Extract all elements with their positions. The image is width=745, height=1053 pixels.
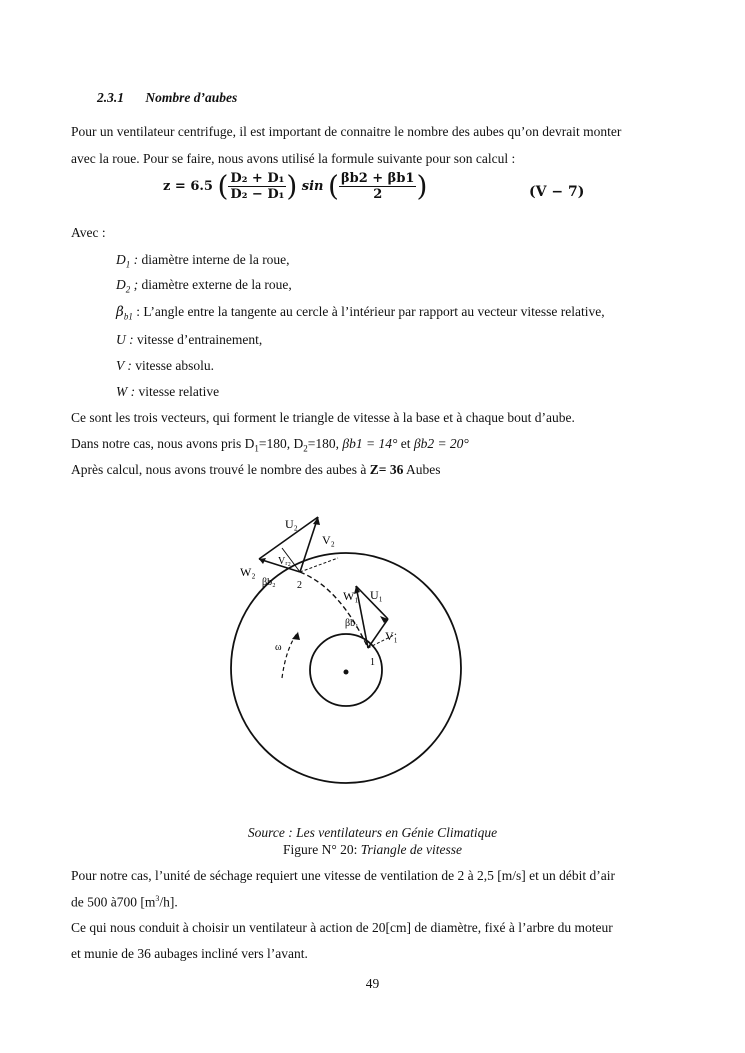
page-number: 49 xyxy=(365,976,380,991)
conclusion-line-3: Ce qui nous conduit à choisir un ventilateur à action de 20[cm] de diamètre, fixé à l’arbre du moteur xyxy=(71,920,613,935)
label-point-2: 2 xyxy=(297,580,302,591)
formula-fraction-beta xyxy=(339,171,416,202)
label-v1: V₁ xyxy=(385,629,398,643)
definition-d2: $D_2$ ; diamètre externe de la roue, xyxy=(116,277,292,295)
fraction-beta-denominator: 2 xyxy=(373,187,383,202)
section-title: Nombre d’aubes xyxy=(145,90,238,105)
label-vr2: Vᵣ₂ xyxy=(278,556,292,567)
formula-fraction-d xyxy=(228,171,286,202)
definition-d1: $D_1$ : diamètre interne de la roue, xyxy=(116,252,290,270)
intro-line-2: avec la roue. Pour se faire, nous avons utilisé la formule suivante pour son calcul : xyxy=(71,151,516,166)
definition-beta-b1: $\beta_{b1}$ : L’angle entre la tangente au cercle à l’intérieur par rapport au vecteur vitesse relative, xyxy=(116,304,605,322)
definition-v: V : vitesse absolu. xyxy=(116,358,215,373)
beta-b1-value: βb1 = 14° xyxy=(342,436,398,451)
u2-vector xyxy=(300,517,318,572)
fraction-beta-numerator: βb2 + βb1 xyxy=(340,171,415,186)
label-omega: ω xyxy=(275,642,282,653)
label-beta-b1: βb₁ xyxy=(345,618,359,629)
section-heading xyxy=(97,90,237,106)
equation-label: (V − 7) xyxy=(529,184,585,200)
center-dot xyxy=(344,670,349,675)
conclusion-line-1: Pour notre cas, l’unité de séchage requiert une vitesse de ventilation de 2 à 2,5 [m/s] et un débit d’air xyxy=(71,868,615,883)
formula-lhs: z = 6.5 xyxy=(163,179,213,194)
formula: z = 6.5 ( $\frac{\text{D₂ + D₁}}{\text{D₂ − D₁}}$ ) sin ( $\frac{\beta b2 + \beta b1}{2}$ ) xyxy=(163,169,428,203)
conclusion-line-2: de 500 à700 $[m^3/h]$. xyxy=(71,894,178,910)
result-paragraph: Après calcul, nous avons trouvé le nombre des aubes à Z= 36 Aubes xyxy=(71,462,441,477)
label-u2: U₂ xyxy=(285,517,298,531)
avec-label: Avec : xyxy=(71,225,106,240)
fraction-d-numerator: D₂ + D₁ xyxy=(230,171,285,186)
definition-w: W : vitesse relative xyxy=(116,384,220,399)
definition-u: U : vitesse d’entrainement, xyxy=(116,332,263,347)
section-number: 2.3.1 xyxy=(97,90,124,105)
label-w1: W₁ xyxy=(343,589,359,603)
label-w2: W₂ xyxy=(240,565,256,579)
figure-caption: Figure N° 20: Triangle de vitesse xyxy=(282,842,463,857)
velocity-triangle-figure xyxy=(230,508,470,813)
beta-b2-value: βb2 = 20° xyxy=(413,436,469,451)
result-value: Z= 36 xyxy=(369,462,404,477)
formula-sin: sin xyxy=(301,179,324,194)
label-beta-b2: βb₂ xyxy=(262,577,276,588)
label-u1: U₁ xyxy=(370,588,383,602)
conclusion-line-4: et munie de 36 aubages incliné vers l’avant. xyxy=(71,946,308,961)
rotation-arrow-head xyxy=(292,632,300,640)
triangle-paragraph: Ce sont les trois vecteurs, qui forment le triangle de vitesse à la base et à chaque bout d’aube. xyxy=(71,410,575,425)
label-point-1: 1 xyxy=(370,657,375,668)
case-paragraph: Dans notre cas, nous avons pris $D_1=180$, $D_2=180$, βb1 = 14° et βb2 = 20° xyxy=(71,436,469,454)
fraction-d-denominator: D₂ − D₁ xyxy=(230,187,285,202)
figure-source: Source : Les ventilateurs en Génie Climatique xyxy=(247,825,498,840)
label-v2: V₂ xyxy=(322,533,335,547)
intro-line-1: Pour un ventilateur centrifuge, il est important de connaitre le nombre des aubes qu’on devrait monter xyxy=(71,124,622,139)
